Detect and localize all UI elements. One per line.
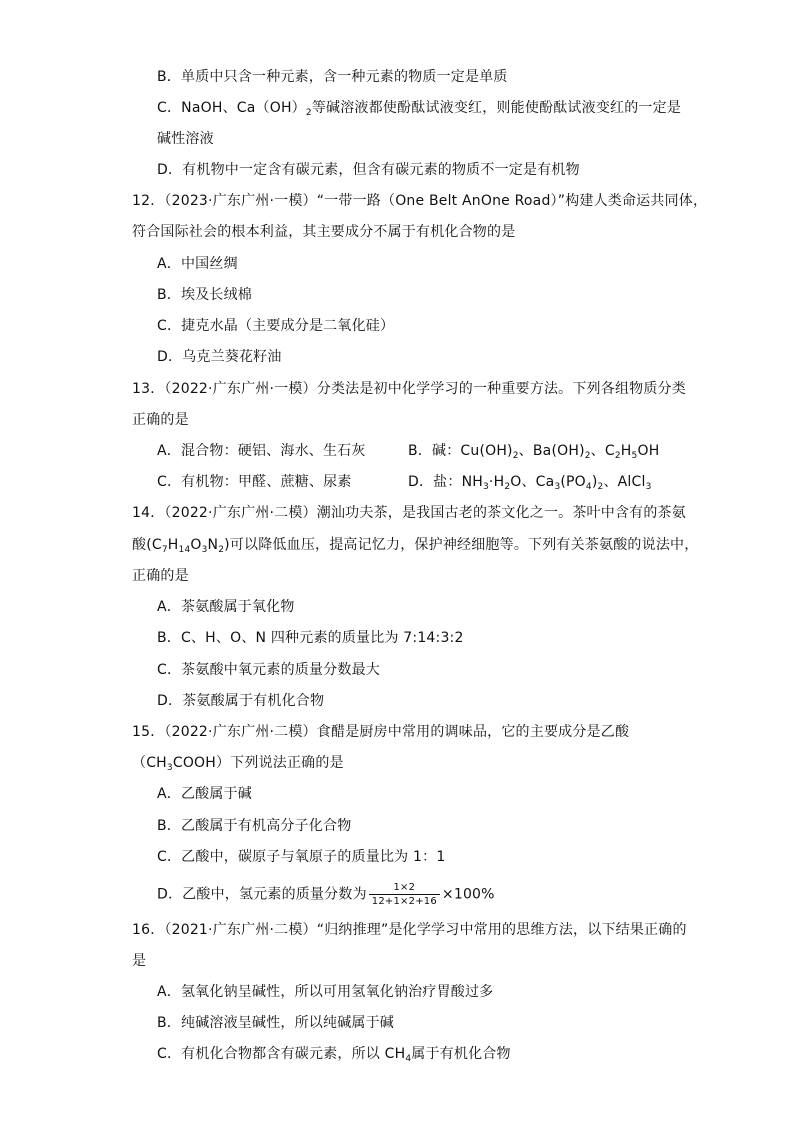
mass-fraction-formula: $\frac{1\times 2}{12+1\times 2+16}$ [369,881,440,908]
q14-stem-line2: 酸$(C_7H_{14}O_3N_2)$可以降低血压，提高记忆力，保护神经细胞等。下列有关茶氨酸的说法中， [132,537,699,555]
q14-option-c: C．茶氨酸中氧元素的质量分数最大 [157,662,380,678]
q16-stem-line1: 16．（2021·广东广州·二模）“归纳推理”是化学学习中常用的思维方法，以下结果正确的 [132,922,687,938]
q12-stem-line2: 符合国际社会的根本利益，其主要成分不属于有机化合物的是 [132,224,516,240]
q16-option-a: A．氢氧化钠呈碱性，所以可用氢氧化钠治疗胃酸过多 [157,984,494,1000]
q12-option-a: A．中国丝绸 [157,256,238,272]
q15-stem-line2: $(CH_3COOH)$下列说法正确的是 [132,755,344,773]
q11-option-d: D．有机物中一定含有碳元素，但含有碳元素的物质不一定是有机物 [157,162,580,178]
q11-option-b: B．单质中只含一种元素，含一种元素的物质一定是单质 [157,69,508,85]
q14-option-d: D．茶氨酸属于有机化合物 [157,693,325,709]
q15-option-c: C．乙酸中，碳原子与氧原子的质量比为 1：1 [157,849,446,865]
q14-option-b: B．C、H、O、N 四种元素的质量比为 7:14:3:2 [157,630,464,646]
q16-option-c: C．有机化合物都含有碳元素，所以 $CH_4$属于有机化合物 [157,1046,511,1064]
q12-option-b: B．埃及长绒棉 [157,287,253,303]
q14-stem-line1: 14．（2022·广东广州·二模）潮汕功夫茶，是我国古老的茶文化之一。茶叶中含有的茶氨 [132,505,686,521]
q11-option-c-line2: 碱性溶液 [157,131,214,147]
q13-stem-line1: 13．（2022·广东广州·一模）分类法是初中化学学习的一种重要方法。下列各组物质分类 [132,381,686,397]
q12-option-c: C．捷克水晶（主要成分是二氧化硅） [157,318,395,334]
q13-option-a: A．混合物：硬铝、海水、生石灰 [157,443,366,459]
q14-stem-line3: 正确的是 [132,568,189,584]
q15-stem-line1: 15．（2022·广东广州·二模）食醋是厨房中常用的调味品，它的主要成分是乙酸 [132,724,630,740]
q13-option-c: C．有机物：甲醛、蔗糖、尿素 [157,474,352,490]
q12-stem-line1: 12．（2023·广东广州·一模）“一带一路（One Belt AnOne Road）”构建人类命运共同体， [132,193,708,209]
q12-option-d: D．乌克兰葵花籽油 [157,349,282,365]
q13-option-d: D．盐：$NH_3\cdot H_2O$、$Ca_3(PO_4)_2$、AlCl$_3$ [408,474,652,492]
q11-option-c-line1: C．NaOH、$Ca(OH)_2$等碱溶液都使酚酞试液变红，则能使酚酞试液变红的一定是 [157,100,682,118]
q15-option-a: A．乙酸属于碱 [157,786,252,802]
q15-option-b: B．乙酸属于有机高分子化合物 [157,818,352,834]
q16-option-b: B．纯碱溶液呈碱性，所以纯碱属于碱 [157,1015,395,1031]
q16-stem-line2: 是 [132,953,147,969]
q13-stem-line2: 正确的是 [132,412,189,428]
q13-option-b: B．碱：$Cu(OH)_2$、$Ba(OH)_2$、$C_2H_5OH$ [408,443,660,461]
q15-option-d: D．乙酸中，氢元素的质量分数为 $\frac{1\times 2}{12+1\times 2+16}$ ×100% [157,882,495,907]
q14-option-a: A．茶氨酸属于氧化物 [157,599,295,615]
